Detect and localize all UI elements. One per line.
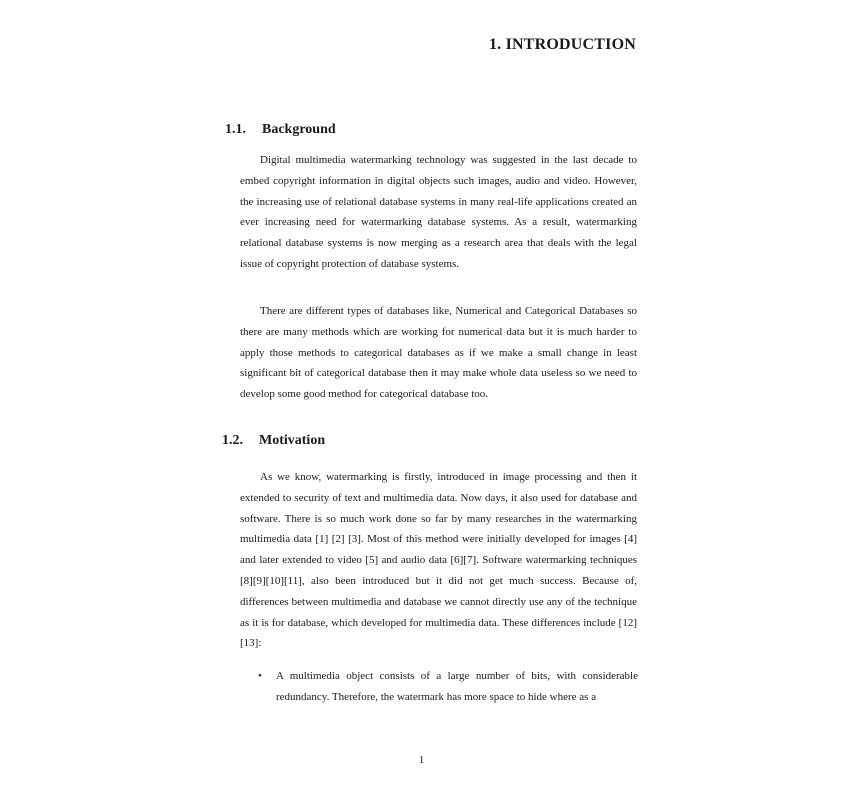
section-number: 1.1. [225,122,246,137]
section-number: 1.2. [222,433,243,448]
section-heading-background [225,122,336,138]
list-item-text: A multimedia object consists of a large number of bits, with considerable redundancy. Therefore, the watermark has more space to hide where as a [276,670,638,703]
chapter-title: 1. INTRODUCTION [488,36,636,53]
paragraph-motivation-1: As we know, watermarking is firstly, introduced in image processing and then it extended to security of text and multimedia data. Now days, it also used for database and software. There is so much work done so far by many researches in the watermarking multimedia data [1] [2] [3]. Most of this method were initially developed for images [4] and later extended to video [5] and audio data [6][7]. Software watermarking techniques [8][9][10][11], also been introduced but it did not get much success. Because of, differences between multimedia and database we cannot directly use any of the technique as it is for database, which developed for multimedia data. These differences include [12][13]: [240,471,637,650]
paragraph-background-1: Digital multimedia watermarking technology was suggested in the last decade to embed copyright information in digital objects such images, audio and video. However, the increasing use of relational database systems in many real-life applications created an ever increasing need for watermarking database systems. As a result, watermarking relational database systems is now merging as a research area that deals with the legal issue of copyright protection of database systems. [240,154,637,270]
section-title: Motivation [259,433,326,448]
bullet-icon: • [258,670,262,682]
list-item [258,666,638,708]
differences-list [258,666,638,708]
section-title: Background [262,122,336,137]
page-number: 1 [418,754,425,766]
section-heading-motivation [222,433,325,449]
paragraph-background-2: There are different types of databases like, Numerical and Categorical Databases so there are many methods which are working for numerical data but it is much harder to apply those methods to categorical databases as if we make a small change in least significant bit of categorical database then it may make whole data useless so we need to develop some good method for categorical database too. [240,305,637,401]
